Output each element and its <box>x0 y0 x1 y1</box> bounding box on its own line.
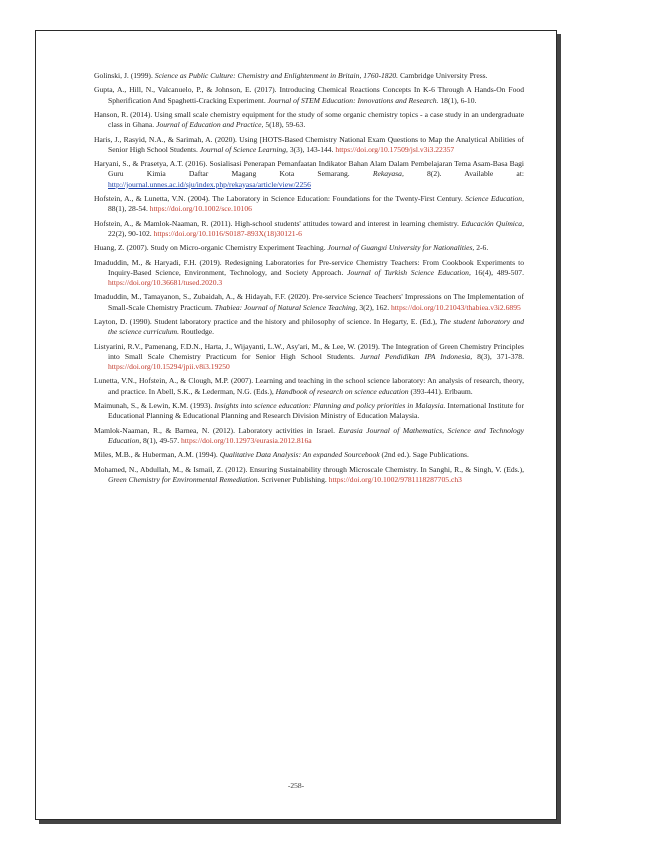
web-link[interactable]: http://journal.unnes.ac.id/sju/index.php/rekayasa/article/view/2256 <box>108 179 311 189</box>
reference-text: Hofstein, A., & Lunetta, V.N. (2004). The Laboratory in Science Education: Foundations for the Twenty-First Century. <box>94 193 466 203</box>
reference-details: 8(1), 49-57. <box>141 435 181 445</box>
reference-entry <box>94 135 524 155</box>
reference-details: 22(2), 90-102. <box>108 228 154 238</box>
reference-details: Scrivener Publishing. <box>259 474 329 484</box>
reference-text: Lunetta, V.N., Hofstein, A., & Clough, M.P. (2007). Learning and teaching in the school science laboratory: An analysis of research, theory, and practice. In Abell, S.K., & Lederman, N.G. (Eds.), <box>94 376 524 396</box>
reference-text: Golinski, J. (1999). <box>94 71 155 80</box>
reference-source-title: The student laboratory and the science curriculum. <box>108 316 525 337</box>
doi-link[interactable]: https://doi.org/10.17509/jsl.v3i3.22357 <box>335 144 455 154</box>
reference-source-title: Insights into science education: Planning and policy priorities in Malaysia. <box>214 400 446 410</box>
reference-details: 18(1), 6-10. <box>438 95 477 105</box>
reference-details: International Institute for Educational Planning & Educational Planning and Research Division Ministry of Education Malaysia. <box>108 400 525 421</box>
reference-source-title: Science as Public Culture: Chemistry and Enlightenment in Britain, 1760-1820. <box>154 71 399 80</box>
reference-entry <box>94 194 524 214</box>
reference-details: 5(18), 59-63. <box>263 120 306 130</box>
reference-source-title: Handbook of research on science education <box>275 386 409 396</box>
doi-link[interactable]: https://doi.org/10.21043/thabiea.v3i2.6895 <box>391 302 521 312</box>
reference-source-title: Qualitative Data Analysis: An expanded Sourcebook <box>219 450 380 460</box>
reference-text: Huang, Z. (2007). Study on Micro-organic Chemistry Experiment Teaching. <box>94 243 328 253</box>
reference-text: Imaduddin, M., & Haryadi, F.H. (2019). Redesigning Laboratories for Pre-service Chemistry Teachers: From Cookbook Experiments to Inquiry-Based Science, Environment, Technology, and Society Approach. <box>94 257 524 277</box>
reference-source-title: Journal of Turkish Science Education, <box>347 267 471 277</box>
reference-entry <box>94 85 524 105</box>
reference-source-title: Journal of Education and Practice, <box>156 120 264 130</box>
reference-entry <box>94 219 524 239</box>
reference-source-title: Green Chemistry for Environmental Remediation. <box>108 474 260 484</box>
reference-entry <box>94 71 524 81</box>
document-page <box>35 30 557 820</box>
reference-text: Mamlok-Naaman, R., & Barnea, N. (2012). Laboratory activities in Israel. <box>94 425 339 435</box>
reference-list <box>94 71 524 489</box>
reference-text: Mohamed, N., Abdullah, M., & Ismail, Z. (2012). Ensuring Sustainability through Microscale Chemistry. In Sanghi, R., & Singh, V. (Eds.), <box>94 464 524 474</box>
reference-text: Layton, D. (1990). Student laboratory practice and the history and philosophy of science. In Hegarty, E. (Ed.), <box>94 316 440 326</box>
reference-text: Listyarini, R.V., Pamenang, F.D.N., Harta, J., Wijayanti, L.W., Asy'ari, M., & Lee, W. (2019). The Integration of Green Chemistry Principles into Small Scale Chemistry Practicum for Senior High School Students. <box>94 341 524 361</box>
reference-details: 3(3), 143-144. <box>287 144 336 154</box>
reference-source-title: Science Education, <box>465 193 524 203</box>
doi-link[interactable]: https://doi.org/10.1002/sce.10106 <box>149 204 252 214</box>
doi-link[interactable]: https://doi.org/10.1016/S0187-893X(18)30121-6 <box>153 228 302 238</box>
reference-text: Gupta, A., Hill, N., Valcanuelo, P., & Johnson, E. (2017). Introducing Chemical Reactions Concepts In K-6 Through A Hands-On Food Spherification And Spaghetti-Cracking Experiment. <box>94 85 524 105</box>
reference-source-title: Journal of Science Learning, <box>199 144 288 154</box>
reference-entry <box>94 401 524 421</box>
reference-source-title: Thabiea: Journal of Natural Science Teaching, <box>214 302 358 312</box>
reference-details: Routledge. <box>179 327 215 337</box>
reference-details: 3(2), 162. <box>357 302 391 312</box>
reference-entry <box>94 243 524 253</box>
reference-entry <box>94 376 524 396</box>
doi-link[interactable]: https://doi.org/10.12973/eurasia.2012.816a <box>181 435 312 445</box>
reference-source-title: Jurnal Pendidikan IPA Indonesia, <box>359 351 473 361</box>
reference-details: (393-441). Erlbaum. <box>408 386 473 396</box>
reference-text: Maimunah, S., & Lewin, K.M. (1993). <box>94 400 215 410</box>
reference-text: Haris, J., Rasyid, N.A., & Sarimah, A. (2020). Using [HOTS-Based Chemistry National Exam Questions to Map the Analytical Abilities of Senior High School Students. <box>94 134 524 154</box>
reference-entry <box>94 258 524 289</box>
reference-details: (2nd ed.). Sage Publications. <box>379 450 469 460</box>
reference-details: 2-6. <box>474 243 489 253</box>
reference-details: 8(2). Available at: <box>403 169 524 179</box>
reference-details: Cambridge University Press. <box>398 71 488 80</box>
reference-entry <box>94 159 524 190</box>
reference-entry <box>94 317 524 337</box>
reference-entry <box>94 342 524 373</box>
doi-link[interactable]: https://doi.org/10.36681/tused.2020.3 <box>108 277 223 287</box>
reference-details: 88(1), 28-54. <box>108 204 150 214</box>
reference-entry <box>94 465 524 485</box>
reference-text: Hanson, R. (2014). Using small scale chemistry equipment for the study of some organic chemistry topics - a case study in an undergraduate class in Ghana. <box>94 109 524 130</box>
reference-entry <box>94 450 524 460</box>
doi-link[interactable]: https://doi.org/10.1002/9781118287705.ch3 <box>328 474 462 484</box>
reference-text: Imaduddin, M., Tamayanon, S., Zubaidah, A., & Hidayah, F.F. (2020). Pre-service Science Teachers' Impressions on The Implementation of Small-Scale Chemistry Practicum. <box>94 292 524 312</box>
reference-source-title: Rekayasa, <box>372 169 404 179</box>
doi-link[interactable]: https://doi.org/10.15294/jpii.v8i3.19250 <box>108 361 230 371</box>
reference-source-title: Journal of Guangxi University for Nationalities, <box>327 243 475 253</box>
reference-text: Miles, M.B., & Huberman, A.M. (1994). <box>94 450 220 460</box>
page-number: -258- <box>287 781 305 790</box>
reference-source-title: Journal of STEM Education: Innovations and Research. <box>267 95 439 105</box>
reference-details: 8(3), 371-378. <box>472 351 524 361</box>
reference-text: Haryani, S., & Prasetya, A.T. (2016). Sosialisasi Penerapan Pemanfaatan Indikator Bahan Alam Dalam Pembelajaran Tema Asam-Basa Bagi Guru Kimia Daftar Magang Kota Semarang. <box>94 159 524 179</box>
reference-entry <box>94 110 524 130</box>
reference-entry <box>94 292 524 312</box>
reference-text: Hofstein, A., & Mamlok-Naaman, R. (2011). High-school students' attitudes toward and interest in learning chemistry. <box>94 218 462 228</box>
reference-source-title: Eurasia Journal of Mathematics, Science and Technology Education, <box>108 425 524 445</box>
reference-entry <box>94 426 524 446</box>
reference-details: 16(4), 489-507. <box>470 267 524 277</box>
reference-source-title: Educación Química, <box>461 218 524 228</box>
